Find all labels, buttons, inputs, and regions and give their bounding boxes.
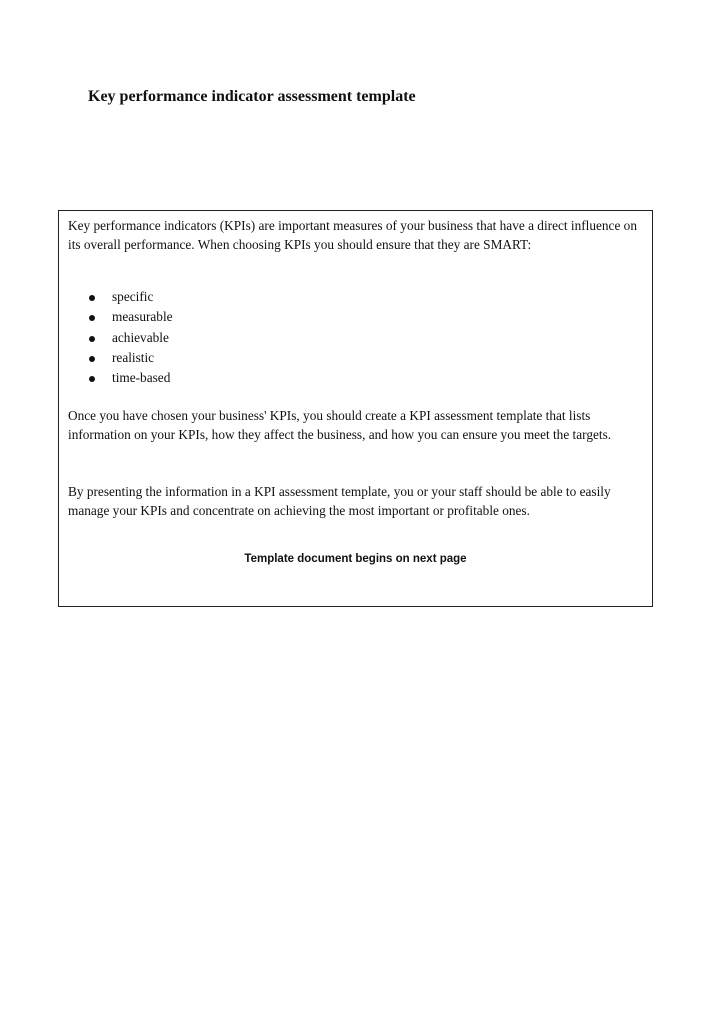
smart-item-label: time-based <box>112 370 171 386</box>
smart-item-label: realistic <box>112 349 155 365</box>
bullet-icon <box>89 376 95 382</box>
intro-paragraph: Key performance indicators (KPIs) are important measures of your business that have a direct influence on its overall performance. When choosing KPIs you should ensure that they are SMART: <box>68 218 637 252</box>
bullet-icon <box>89 336 95 342</box>
kpi-benefits-paragraph: By presenting the information in a KPI assessment template, you or your staff should be able to easily manage your KPIs and concentrate on achieving the most important or profitable ones. <box>68 484 611 518</box>
next-page-note: Template document begins on next page <box>244 553 467 565</box>
bullet-icon <box>89 295 95 301</box>
smart-item-label: specific <box>112 289 154 304</box>
bullet-icon <box>89 315 95 321</box>
smart-item-label: achievable <box>112 329 169 345</box>
bullet-icon <box>89 356 95 362</box>
kpi-template-paragraph: Once you have chosen your business' KPIs, you should create a KPI assessment template that lists information on your KPIs, how they affect the business, and how you can ensure you meet the targets. <box>68 408 612 442</box>
smart-item-label: measurable <box>112 309 173 325</box>
document-title: Key performance indicator assessment template <box>88 88 416 105</box>
kpi-info-box <box>58 210 653 607</box>
